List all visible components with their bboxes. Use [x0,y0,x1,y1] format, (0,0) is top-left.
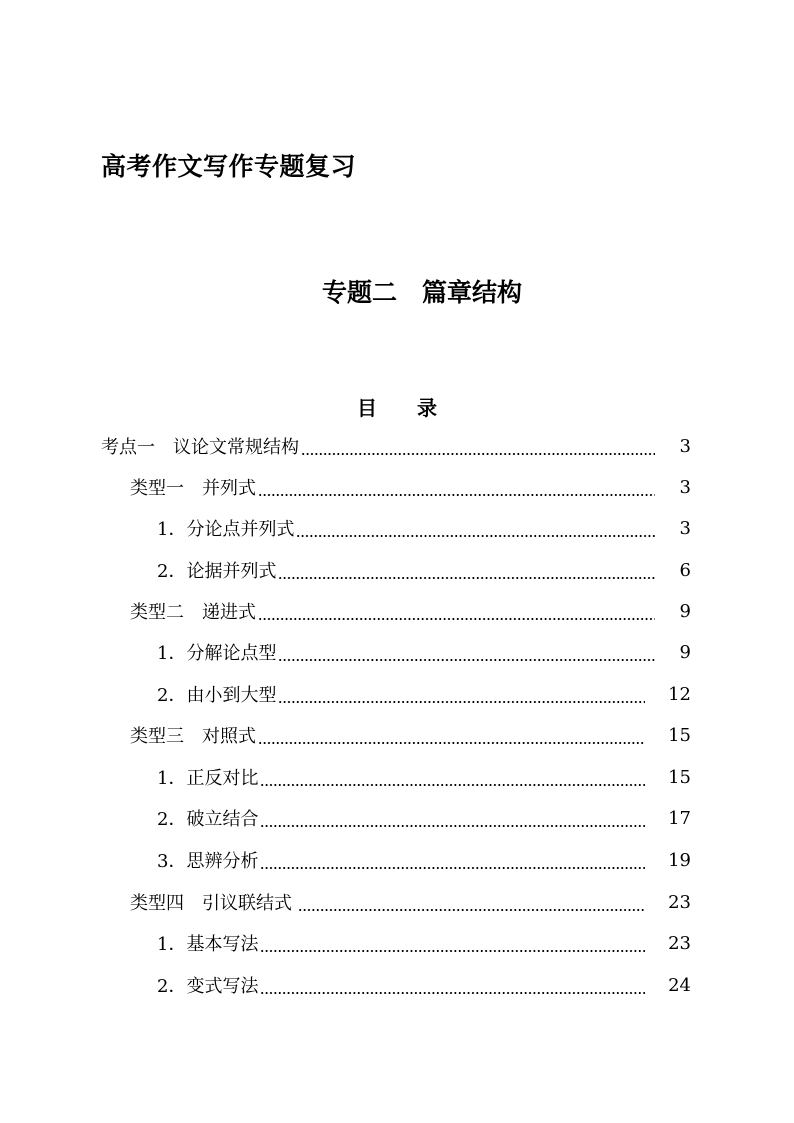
toc-entry-label: 1．分解论点型 [157,643,277,664]
toc-entry-page: 19 [668,849,691,871]
toc-entry-page: 17 [668,807,691,829]
toc-entry-page: 3 [679,476,691,498]
toc-entry[interactable] [157,757,691,797]
toc-entry-label: 2．论据并列式 [157,561,277,582]
toc-leader-dots [258,467,655,507]
toc-entry-label: 考点一 议论文常规结构 [101,437,299,458]
toc-entry[interactable] [157,632,691,672]
toc-entry[interactable] [157,840,691,880]
toc-entry-label: 类型一 并列式 [130,478,256,499]
toc-entry-label: 1．基本写法 [157,934,259,955]
toc-entry-page: 15 [668,724,691,746]
toc-leader-dots [258,591,655,631]
toc-entry-page: 9 [679,600,691,622]
toc-entry[interactable] [157,965,691,1005]
toc-entry-label: 2．由小到大型 [157,685,277,706]
toc-leader-dots [296,508,655,548]
toc-entry[interactable] [157,508,691,548]
toc-leader-dots [278,550,655,590]
toc-entry-label: 类型三 对照式 [130,726,256,747]
toc-entry-label: 3．思辨分析 [157,851,259,872]
toc-leader-dots [260,757,645,797]
toc-entry[interactable] [130,715,691,755]
toc-entry-page: 12 [668,683,691,705]
toc-leader-dots [258,715,645,755]
toc-leader-dots [278,674,645,714]
toc-entry-label: 2．破立结合 [157,809,259,830]
toc-entry-page: 9 [679,641,691,663]
toc-entry[interactable] [157,674,691,714]
toc-leader-dots [301,426,655,466]
toc-entry[interactable] [157,923,691,963]
toc-entry-label: 类型二 递进式 [130,602,256,623]
toc-entry[interactable] [157,550,691,590]
toc-leader-dots [278,632,655,672]
toc-entry-label: 2．变式写法 [157,976,259,997]
toc-entry[interactable] [157,798,691,838]
toc-entry-page: 23 [668,891,691,913]
toc-entry[interactable] [101,426,691,466]
toc-entry[interactable] [130,591,691,631]
toc-entry-label: 1．正反对比 [157,768,259,789]
toc-entry-page: 3 [679,435,691,457]
toc-entry-page: 23 [668,932,691,954]
toc-entry-label: 1．分论点并列式 [157,519,295,540]
topic-title: 专题二 篇章结构 [321,278,522,307]
toc-entry-page: 15 [668,766,691,788]
toc-heading: 目 录 [357,396,437,420]
document-title: 高考作文写作专题复习 [101,152,357,181]
toc-leader-dots [298,882,645,922]
toc-entry-page: 3 [679,517,691,539]
toc-entry[interactable] [130,882,691,922]
toc-leader-dots [260,840,645,880]
toc-leader-dots [260,923,645,963]
toc-entry-page: 6 [679,559,691,581]
toc-leader-dots [260,965,645,1005]
toc-entry-page: 24 [668,974,691,996]
toc-entry-label: 类型四 引议联结式 [130,893,292,914]
toc-leader-dots [260,798,645,838]
toc-entry[interactable] [130,467,691,507]
